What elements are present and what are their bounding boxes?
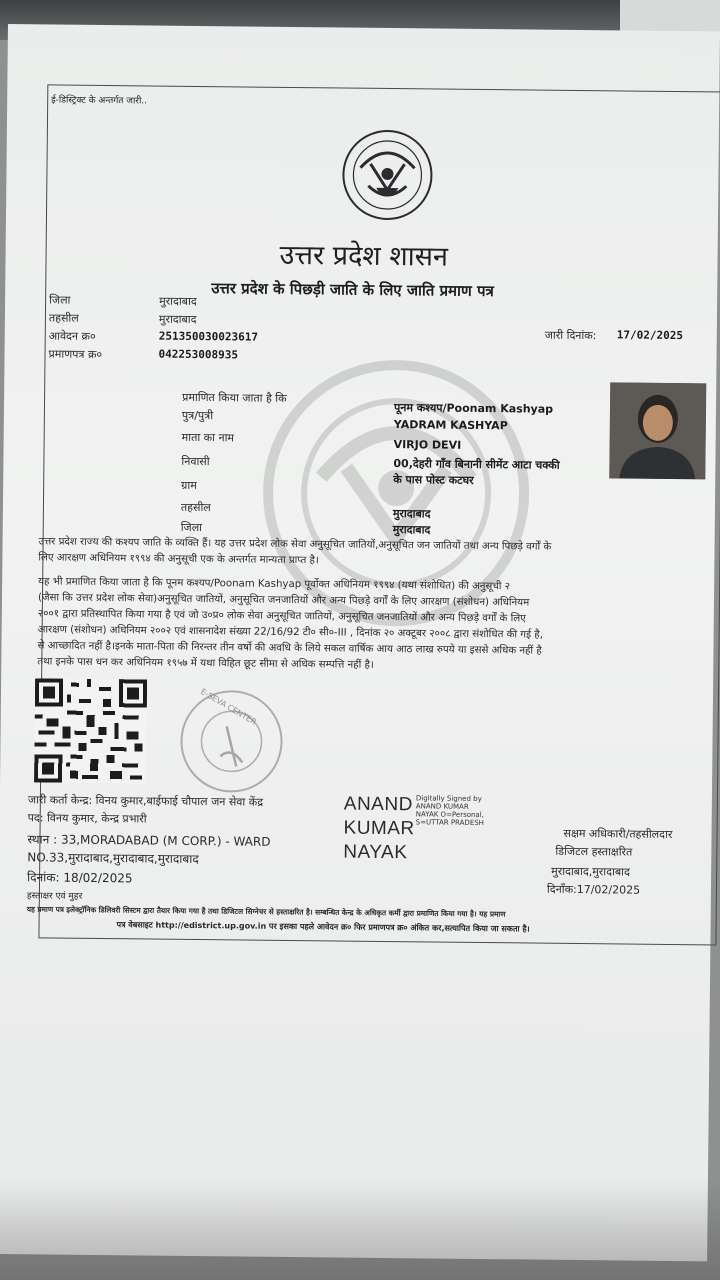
- resident-label: निवासी: [181, 454, 210, 469]
- body-line-1: उत्तर प्रदेश राज्य की कश्यप जाति के व्यक्ति हैं। यह उत्तर प्रदेश लोक सेवा अनुसूचित जातियों,अनुसूचित जन जातियों तथा अन्य पिछड़े वर्गों के: [38, 536, 552, 553]
- body-line-2: लिए आरक्षण अधिनियम १९९४ की अनुसूची एक के अन्तर्गत मान्यता प्राप्त है।: [38, 552, 319, 567]
- meta-certificate-label: प्रमाणपत्र क्र०: [48, 347, 103, 362]
- issuer-sign-label: हस्ताक्षर एवं मुहर: [26, 891, 83, 902]
- village-label: ग्राम: [181, 478, 197, 493]
- holder-name: पूनम कश्यप/Poonam Kashyap: [393, 401, 554, 416]
- body-line-6: आरक्षण (संशोधन) अधिनियम २००२ एवं शासनादेश संख्या 22/16/92 टी० सी०-III , दिनांक २० अक्टूबर २००८ द्वारा संशोधित की गई है,: [37, 624, 544, 641]
- certified-label: प्रमाणित किया जाता है कि: [182, 390, 287, 405]
- resident-address-line2: के पास पोस्ट कटघर: [393, 473, 474, 487]
- signature-note-1: Digitally Signed by: [415, 794, 482, 804]
- issuer-place-line1: स्थान : 33,MORADABAD (M CORP.) - WARD: [27, 832, 271, 849]
- footer-line-2: पत्र वेबसाइट http://edistrict.up.gov.in पर इसका पहले आवेदन क्र० फिर प्रमाणपत्र क्र० अंकित कर,सत्यापित किया जा सकता है।: [116, 920, 530, 934]
- seal-text: E-SEVA CENTER: [198, 686, 258, 727]
- father-name: YADRAM KASHYAP: [393, 418, 508, 433]
- signer-name-line2: KUMAR: [343, 817, 415, 840]
- body-line-3: यह भी प्रमाणित किया जाता है कि पूनम कश्यप/Poonam Kashyap पूर्वोक्त अधिनियम १९९४ (यथा संशोधित) की अनुसूची २: [38, 576, 511, 593]
- meta-application-number: 251350030023617: [158, 329, 259, 344]
- district-detail-value: मुरादाबाद: [392, 523, 431, 537]
- issuer-center: जारी कर्ता केन्द्र: विनय कुमार,बाईफाई चौपाल जन सेवा केंद्र: [27, 793, 264, 809]
- certificate-title: उत्तर प्रदेश शासन: [279, 239, 449, 273]
- qr-code-icon: [34, 678, 147, 783]
- issuer-date: दिनांक: 18/02/2025: [26, 870, 133, 886]
- tehsil-detail-label: तहसील: [180, 500, 211, 515]
- meta-application-label: आवेदन क्र०: [48, 329, 96, 343]
- authority-signature: डिजिटल हस्ताक्षरित: [555, 844, 633, 859]
- authority-place: मुरादाबाद,मुरादाबाद: [551, 864, 630, 879]
- meta-district-value: मुरादाबाद: [159, 294, 197, 308]
- signature-note-4: S=UTTAR PRADESH: [415, 818, 485, 828]
- footer-line-1: यह प्रमाण पत्र इलेक्ट्रॉनिक डिलिवरी सिस्टम द्वारा तैयार किया गया है तथा डिजिटल सिग्नेचर से हस्ताक्षरित है। सम्बन्धित केन्द्र के अधिकृत कर्मी द्वारा प्रमाणित किया गया है। यह प्रमाण: [26, 905, 506, 919]
- issue-date-label: जारी दिनांक:: [544, 328, 597, 343]
- up-emblem-icon: [340, 127, 435, 222]
- issue-date-value: 17/02/2025: [616, 328, 684, 343]
- body-line-8: तथा इनके पास धन कर अधिनियम १९५७ में यथा विहित छूट सीमा से अधिक सम्पत्ति नहीं है।: [37, 656, 374, 671]
- authority-date: दिनाँक:17/02/2025: [546, 882, 641, 897]
- district-detail-label: जिला: [180, 520, 203, 535]
- mother-label: माता का नाम: [181, 430, 235, 445]
- signature-note-3: NAYAK O=Personal,: [415, 810, 484, 820]
- meta-tehsil-label: तहसील: [48, 311, 79, 325]
- certificate-paper: [0, 24, 720, 1261]
- certificate-subtitle: उत्तर प्रदेश के पिछड़ी जाति के लिए जाति प्रमाण पत्र: [211, 279, 494, 301]
- signer-name-line1: ANAND: [343, 793, 413, 816]
- body-line-7: से आच्छादित नहीं है।इनके माता-पिता की निरन्तर तीन वर्षो की अवधि के लिये सकल वार्षिक आय आठ लाख रुपये या इससे अधिक नहीं है: [37, 640, 542, 657]
- meta-tehsil-value: मुरादाबाद: [158, 312, 197, 326]
- resident-address-line1: 00,देहरी गाँव बिनानी सीमेंट आटा चक्की: [393, 457, 560, 472]
- issuer-post: पद: विनय कुमार, केन्द्र प्रभारी: [27, 811, 147, 826]
- holder-photo: [609, 382, 706, 479]
- body-line-4: (जैसा कि उत्तर प्रदेश लोक सेवा)अनुसूचित जातियों, अनुसूचित जनजातियों और अन्य पिछड़े वर्गों के लिए आरक्षण (संशोधन) अधिनियम: [37, 592, 530, 609]
- father-label: पुत्र/पुत्री: [181, 408, 214, 423]
- issuer-place-line2: NO.33,मुरादाबाद,मुरादाबाद,मुरादाबाद: [27, 850, 199, 867]
- header-note: ई-डिस्ट्रिक्ट के अन्तर्गत जारी..: [51, 95, 148, 107]
- meta-certificate-number: 042253008935: [158, 347, 239, 362]
- body-line-5: २००१ द्वारा प्रतिस्थापित किया गया है एवं जो उ०प्र० लोक सेवा अनुसूचित जातियों, अनुसूचित जनजातियों और अन्य पिछड़े वर्गों के लिए: [37, 608, 526, 625]
- mother-name: VIRJO DEVI: [393, 438, 462, 452]
- authority-title: सक्षम अधिकारी/तहसीलदार: [563, 826, 673, 842]
- signer-name-line3: NAYAK: [343, 841, 408, 864]
- tehsil-detail-value: मुरादाबाद: [392, 507, 431, 521]
- signature-note-2: ANAND KUMAR: [415, 802, 469, 811]
- photo-shadow: [0, 1180, 720, 1280]
- meta-district-label: जिला: [49, 293, 71, 307]
